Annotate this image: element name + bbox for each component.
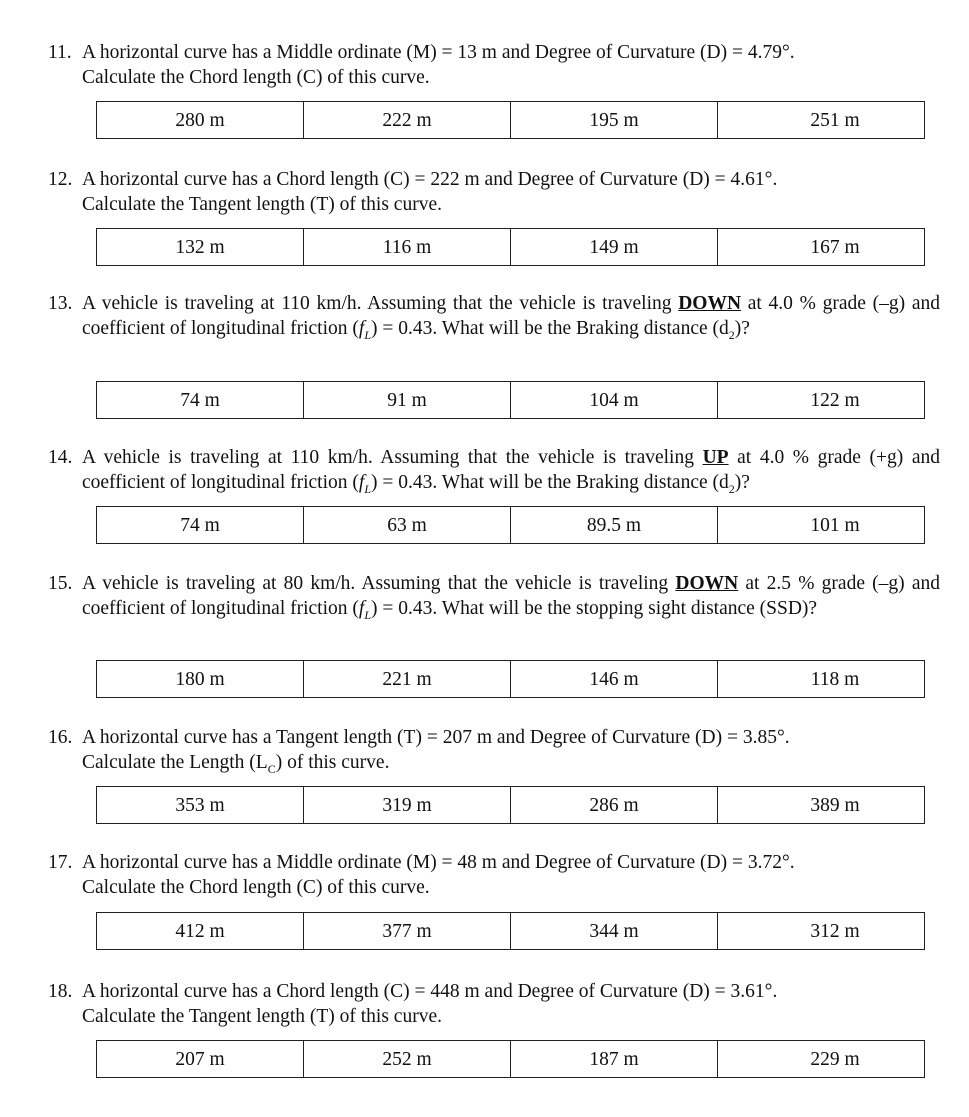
answer-option[interactable]: 312 m [717, 913, 924, 949]
question-13: 13. A vehicle is traveling at 110 km/h. Assuming that the vehicle is traveling DOWN at 4.0 % grade (–g) and coefficient of longitudinal friction $(f_L) = 0.43$. What will be the Braking distance $(d_2)$? [48, 293, 940, 342]
answer-option[interactable]: 116 m [303, 229, 510, 265]
answer-option[interactable]: 251 m [717, 102, 924, 138]
answer-options-14 [96, 506, 925, 544]
question-number: 16. [48, 727, 73, 748]
answer-option[interactable]: 229 m [717, 1041, 924, 1077]
answer-option[interactable]: 353 m [175, 794, 225, 816]
question-text: A horizontal curve has a Chord length (C) = 222 m and Degree of Curvature (D) = 4.61°. [82, 169, 778, 190]
question-16: 16. A horizontal curve has a Tangent length (T) = 207 m and Degree of Curvature (D) = 3.85°. Calculate the Length $(L_C)$ of this curve. [48, 727, 790, 776]
answer-option[interactable]: 280 m [175, 109, 225, 131]
answer-option[interactable]: 74 m [180, 514, 220, 536]
answer-option[interactable]: 252 m [303, 1041, 510, 1077]
answer-options-12 [96, 228, 925, 266]
question-text-line2: Calculate the Chord length (C) of this curve. [82, 67, 430, 88]
answer-options-11 [96, 101, 925, 139]
question-12 [48, 167, 940, 217]
answer-option[interactable]: 101 m [717, 507, 924, 543]
answer-option[interactable]: 412 m [175, 920, 225, 942]
question-text-line2: Calculate the Tangent length (T) of this curve. [82, 1006, 442, 1027]
question-number: 17. [48, 852, 73, 873]
answer-option[interactable]: 319 m [303, 787, 510, 823]
direction-emphasis: UP [702, 447, 729, 468]
answer-option[interactable]: 149 m [510, 229, 717, 265]
answer-option[interactable]: 118 m [717, 661, 924, 697]
answer-option[interactable]: 122 m [717, 382, 924, 418]
answer-option[interactable]: 91 m [303, 382, 510, 418]
answer-option[interactable]: 389 m [717, 787, 924, 823]
answer-options-16 [96, 786, 925, 824]
answer-options-18 [96, 1040, 925, 1078]
question-15: 15. A vehicle is traveling at 80 km/h. Assuming that the vehicle is traveling DOWN at 2.5 % grade (–g) and coefficient of longitudinal friction $(f_L) = 0.43$. What will be the stopping sight distance (SSD)? [48, 573, 940, 622]
answer-option[interactable]: 74 m [180, 389, 220, 411]
answer-option[interactable]: 286 m [510, 787, 717, 823]
answer-option[interactable]: 195 m [510, 102, 717, 138]
question-17 [48, 850, 940, 900]
answer-option[interactable]: 132 m [175, 236, 225, 258]
answer-option[interactable]: 167 m [717, 229, 924, 265]
direction-emphasis: DOWN [675, 573, 739, 594]
question-number: 12. [48, 169, 73, 190]
question-number: 14. [48, 447, 73, 468]
answer-option[interactable]: 344 m [510, 913, 717, 949]
question-text: A horizontal curve has a Chord length (C) = 448 m and Degree of Curvature (D) = 3.61°. [82, 981, 778, 1002]
answer-option[interactable]: 146 m [510, 661, 717, 697]
answer-option[interactable]: 207 m [175, 1048, 225, 1070]
question-14: 14. A vehicle is traveling at 110 km/h. Assuming that the vehicle is traveling UP at 4.0 % grade (+g) and coefficient of longitudinal friction $(f_L) = 0.43$. What will be the Braking distance $(d_2)$? [48, 447, 940, 496]
question-number: 18. [48, 981, 73, 1002]
answer-options-13 [96, 381, 925, 419]
answer-option[interactable]: 377 m [303, 913, 510, 949]
question-text: A horizontal curve has a Middle ordinate (M) = 48 m and Degree of Curvature (D) = 3.72°. [82, 852, 795, 873]
question-11 [48, 40, 940, 90]
question-number: 15. [48, 573, 73, 594]
answer-option[interactable]: 63 m [303, 507, 510, 543]
question-text-line2: Calculate the Chord length (C) of this curve. [82, 877, 430, 898]
answer-option[interactable]: 187 m [510, 1041, 717, 1077]
question-number: 11. [48, 42, 72, 63]
answer-options-15 [96, 660, 925, 698]
direction-emphasis: DOWN [678, 293, 742, 314]
answer-options-17 [96, 912, 925, 950]
answer-option[interactable]: 89.5 m [510, 507, 717, 543]
question-number: 13. [48, 293, 73, 314]
answer-option[interactable]: 221 m [303, 661, 510, 697]
question-text: A horizontal curve has a Tangent length (T) = 207 m and Degree of Curvature (D) = 3.85°. [82, 727, 790, 748]
question-18 [48, 979, 940, 1029]
question-text: A horizontal curve has a Middle ordinate (M) = 13 m and Degree of Curvature (D) = 4.79°. [82, 42, 795, 63]
answer-option[interactable]: 104 m [510, 382, 717, 418]
answer-option[interactable]: 180 m [175, 668, 225, 690]
answer-option[interactable]: 222 m [303, 102, 510, 138]
question-text-line2: Calculate the Tangent length (T) of this curve. [82, 194, 442, 215]
